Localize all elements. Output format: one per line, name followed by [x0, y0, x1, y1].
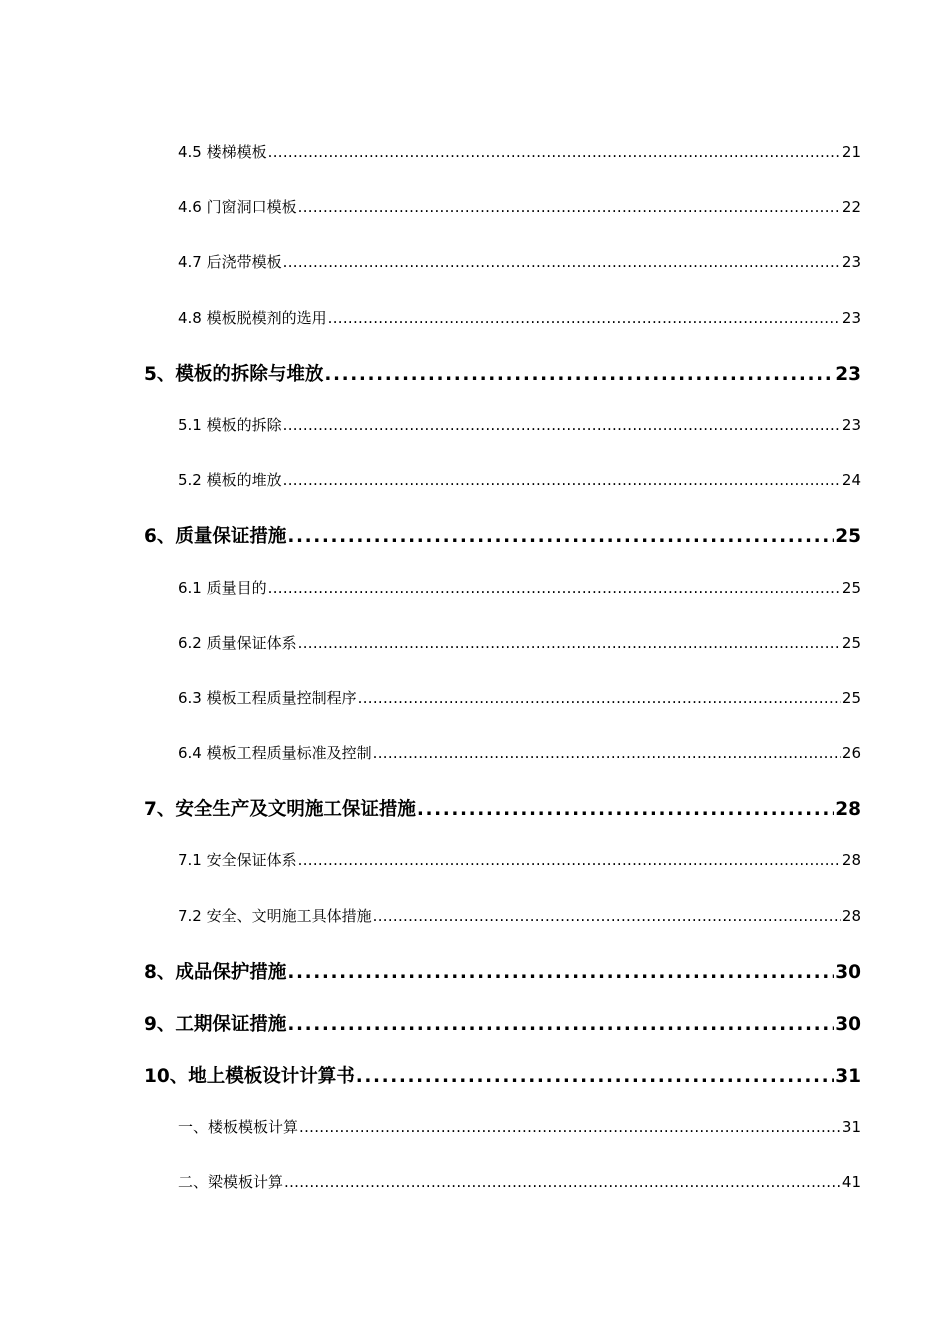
toc-entry-title: 7.2 安全、文明施工具体措施: [178, 907, 372, 925]
toc-page-number: 23: [841, 309, 861, 327]
toc-page-number: 28: [841, 907, 861, 925]
toc-entry-title: 二、梁模板计算: [178, 1173, 284, 1191]
toc-dot-leader: [287, 962, 834, 983]
toc-page-number: 26: [841, 744, 861, 762]
toc-chapter-entry[interactable]: [144, 360, 861, 386]
toc-dot-leader: [283, 416, 841, 434]
toc-entry[interactable]: [178, 1171, 861, 1192]
toc-entry-title: 4.7 后浇带模板: [178, 253, 282, 271]
toc-page-number: 21: [841, 143, 861, 161]
toc-page-number: 41: [841, 1173, 861, 1191]
toc-entry-title: 6.2 质量保证体系: [178, 634, 297, 652]
toc-chapter-entry[interactable]: [144, 1062, 861, 1088]
toc-page-number: 25: [841, 634, 861, 652]
toc-entry-title: 9、工期保证措施: [144, 1014, 287, 1035]
toc-page-number: 30: [835, 1014, 861, 1035]
toc-dot-leader: [373, 907, 841, 925]
toc-dot-leader: [298, 851, 841, 869]
toc-entry-title: 6、质量保证措施: [144, 526, 287, 547]
toc-entry[interactable]: [178, 742, 861, 763]
toc-page-number: 31: [835, 1066, 861, 1087]
toc-chapter-entry[interactable]: [144, 958, 861, 984]
toc-entry[interactable]: [178, 307, 861, 328]
toc-entry-title: 8、成品保护措施: [144, 962, 287, 983]
toc-entry-title: 4.5 楼梯模板: [178, 143, 267, 161]
toc-chapter-entry[interactable]: [144, 795, 861, 821]
toc-page-number: 31: [841, 1118, 861, 1136]
toc-page-number: 25: [841, 579, 861, 597]
toc-dot-leader: [284, 1173, 841, 1191]
toc-page-number: 22: [841, 198, 861, 216]
toc-page-number: 28: [841, 851, 861, 869]
toc-page-number: 30: [835, 962, 861, 983]
toc-entry-title: 一、楼板模板计算: [178, 1118, 299, 1136]
toc-entry-title: 5.2 模板的堆放: [178, 471, 282, 489]
toc-entry[interactable]: [178, 1116, 861, 1137]
toc-entry-title: 5.1 模板的拆除: [178, 416, 282, 434]
toc-entry-title: 6.4 模板工程质量标准及控制: [178, 744, 372, 762]
toc-dot-leader: [268, 143, 841, 161]
toc-chapter-entry[interactable]: [144, 522, 861, 548]
toc-dot-leader: [268, 579, 841, 597]
toc-entry-title: 5、模板的拆除与堆放: [144, 364, 324, 385]
toc-entry-title: 4.6 门窗洞口模板: [178, 198, 297, 216]
toc-dot-leader: [283, 471, 841, 489]
toc-entry[interactable]: [178, 849, 861, 870]
toc-dot-leader: [283, 253, 841, 271]
toc-page-number: 24: [841, 471, 861, 489]
toc-dot-leader: [298, 198, 841, 216]
toc-dot-leader: [358, 689, 841, 707]
toc-entry[interactable]: [178, 196, 861, 217]
toc-dot-leader: [298, 634, 841, 652]
toc-entry[interactable]: [178, 632, 861, 653]
toc-entry[interactable]: [178, 905, 861, 926]
toc-dot-leader: [287, 1014, 834, 1035]
toc-page-number: 25: [835, 526, 861, 547]
toc-page-number: 23: [841, 253, 861, 271]
toc-page-number: 28: [835, 799, 861, 820]
toc-entry-title: 7、安全生产及文明施工保证措施: [144, 799, 416, 820]
toc-dot-leader: [324, 364, 834, 385]
toc-dot-leader: [373, 744, 841, 762]
toc-entry[interactable]: [178, 251, 861, 272]
toc-entry[interactable]: [178, 687, 861, 708]
toc-entry[interactable]: [178, 141, 861, 162]
toc-entry[interactable]: [178, 414, 861, 435]
toc-entry[interactable]: [178, 469, 861, 490]
toc-page-number: 25: [841, 689, 861, 707]
toc-entry-title: 6.3 模板工程质量控制程序: [178, 689, 357, 707]
toc-entry[interactable]: [178, 577, 861, 598]
toc-dot-leader: [356, 1066, 835, 1087]
toc-dot-leader: [287, 526, 834, 547]
toc-chapter-entry[interactable]: [144, 1010, 861, 1036]
toc-dot-leader: [417, 799, 834, 820]
toc-entry-title: 4.8 模板脱模剂的选用: [178, 309, 327, 327]
toc-dot-leader: [299, 1118, 841, 1136]
toc-page-number: 23: [835, 364, 861, 385]
toc-dot-leader: [328, 309, 841, 327]
toc-entry-title: 10、地上模板设计计算书: [144, 1066, 355, 1087]
toc-entry-title: 7.1 安全保证体系: [178, 851, 297, 869]
toc-page-number: 23: [841, 416, 861, 434]
toc-entry-title: 6.1 质量目的: [178, 579, 267, 597]
